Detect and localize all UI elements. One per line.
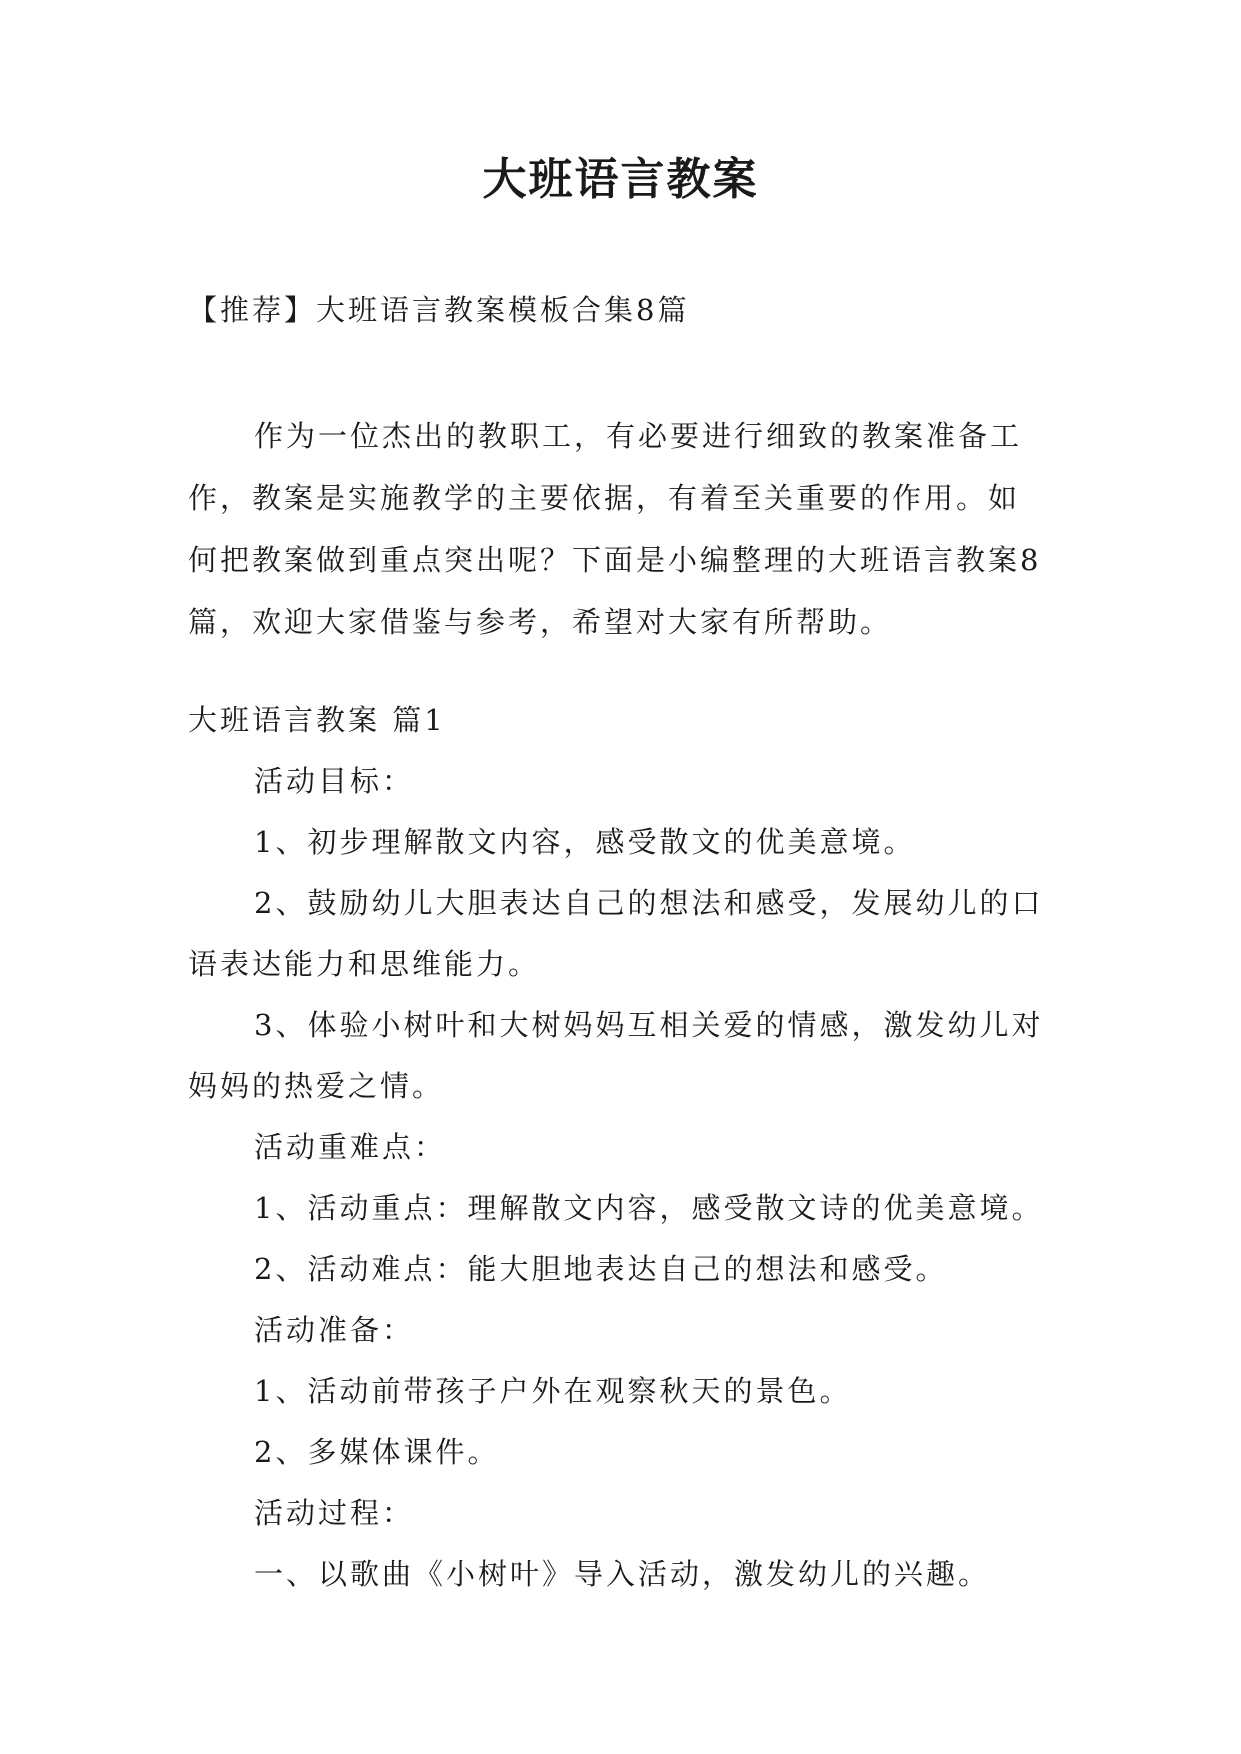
- heading-activity-process: 活动过程：: [254, 1496, 415, 1530]
- document-subtitle: 【推荐】大班语言教案模板合集8篇: [188, 293, 690, 327]
- document-title: 大班语言教案: [482, 154, 759, 205]
- preparation-item-2: 2、多媒体课件。: [254, 1435, 500, 1469]
- intro-paragraph: 作为一位杰出的教职工，有必要进行细致的教案准备工作，教案是实施教学的主要依据，有着至关重要的作用。如何把教案做到重点突出呢？下面是小编整理的大班语言教案8篇，欢迎大家借鉴与参考，希望对大家有所帮助。: [188, 419, 1042, 639]
- heading-key-difficult-points: 活动重难点：: [254, 1130, 447, 1164]
- preparation-item-1: 1、活动前带孩子户外在观察秋天的景色。: [254, 1374, 852, 1408]
- goal-item-1: 1、初步理解散文内容，感受散文的优美意境。: [254, 825, 916, 859]
- goal-item-3: 3、体验小树叶和大树妈妈互相关爱的情感，激发幼儿对妈妈的热爱之情。: [188, 1008, 1044, 1103]
- heading-activity-goals: 活动目标：: [254, 764, 415, 798]
- key-point-item-1: 1、活动重点：理解散文内容，感受散文诗的优美意境。: [254, 1191, 1044, 1225]
- section-body: [188, 690, 1068, 1605]
- process-item-1: 一、以歌曲《小树叶》导入活动，激发幼儿的兴趣。: [254, 1557, 991, 1591]
- key-point-item-2: 2、活动难点：能大胆地表达自己的想法和感受。: [254, 1252, 948, 1286]
- section-heading: 大班语言教案 篇1: [188, 703, 446, 737]
- goal-item-2: 2、鼓励幼儿大胆表达自己的想法和感受，发展幼儿的口语表达能力和思维能力。: [188, 886, 1044, 981]
- heading-activity-preparation: 活动准备：: [254, 1313, 415, 1347]
